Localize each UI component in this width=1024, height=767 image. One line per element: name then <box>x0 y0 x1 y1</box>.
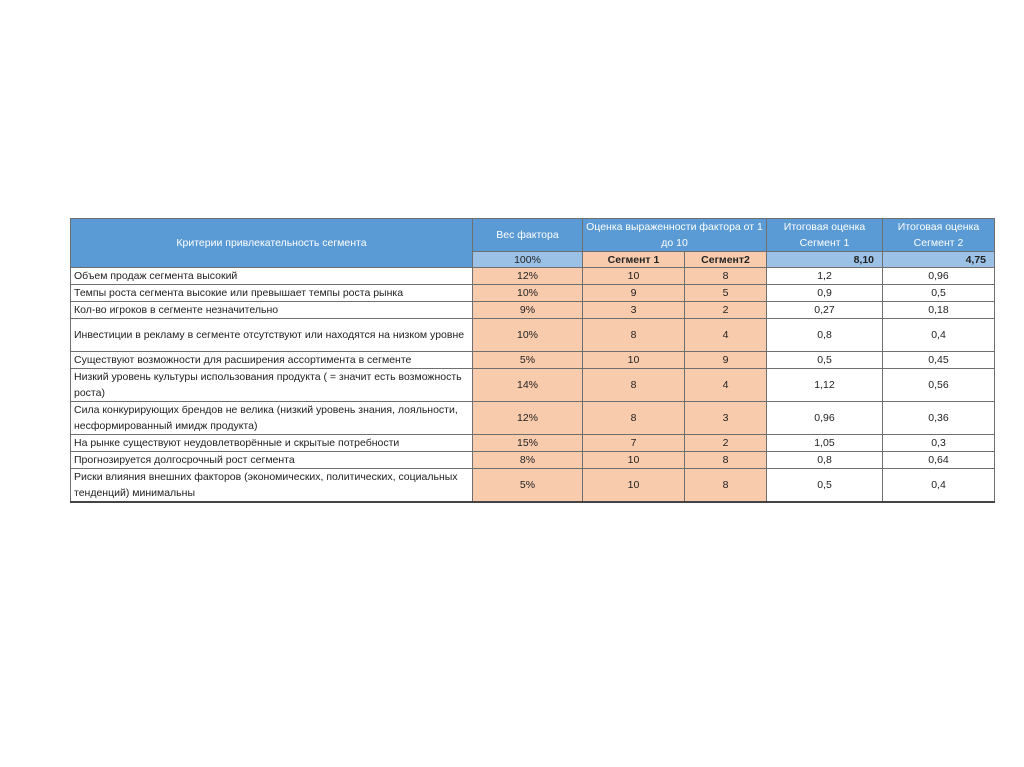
weight-cell: 5% <box>473 352 583 369</box>
header-rating: Оценка выраженности фактора от 1 до 10 <box>583 219 767 252</box>
total-segment-2-cell: 0,36 <box>883 402 995 435</box>
segment-2-score-cell: 3 <box>685 402 767 435</box>
criterion-cell: Прогнозируется долгосрочный рост сегмента <box>71 452 473 469</box>
table-row <box>71 452 995 469</box>
table-row <box>71 469 995 503</box>
header-weight: Вес фактора <box>473 219 583 252</box>
segment-2-score-cell: 8 <box>685 452 767 469</box>
total-segment-1-cell: 0,5 <box>767 352 883 369</box>
segment-2-score-cell: 2 <box>685 302 767 319</box>
weight-cell: 10% <box>473 319 583 352</box>
total-segment-1-cell: 0,8 <box>767 452 883 469</box>
segment-1-score-cell: 3 <box>583 302 685 319</box>
criterion-cell: Риски влияния внешних факторов (экономических, политических, социальных тенденций) минимальны <box>71 469 473 503</box>
weight-cell: 9% <box>473 302 583 319</box>
segment-2-score-cell: 4 <box>685 319 767 352</box>
total-segment-2-cell: 0,3 <box>883 435 995 452</box>
segment-1-score-cell: 7 <box>583 435 685 452</box>
segment-1-score-cell: 10 <box>583 469 685 503</box>
segment-1-score-cell: 9 <box>583 285 685 302</box>
weight-cell: 8% <box>473 452 583 469</box>
table-row <box>71 369 995 402</box>
weight-cell: 12% <box>473 268 583 285</box>
total-segment-1-cell: 0,9 <box>767 285 883 302</box>
total-segment-1-cell: 1,2 <box>767 268 883 285</box>
table-row <box>71 435 995 452</box>
criterion-cell: На рынке существуют неудовлетворённые и скрытые потребности <box>71 435 473 452</box>
table-row <box>71 285 995 302</box>
criterion-cell: Объем продаж сегмента высокий <box>71 268 473 285</box>
total-segment-1-cell: 1,12 <box>767 369 883 402</box>
total-segment-2-cell: 0,18 <box>883 302 995 319</box>
total-segment-1-cell: 0,5 <box>767 469 883 503</box>
segment-2-score-cell: 4 <box>685 369 767 402</box>
weight-cell: 14% <box>473 369 583 402</box>
table-row <box>71 302 995 319</box>
table-row <box>71 319 995 352</box>
total-segment-2-cell: 0,96 <box>883 268 995 285</box>
weight-cell: 5% <box>473 469 583 503</box>
segment-1-score-cell: 8 <box>583 402 685 435</box>
total-segment-2-cell: 0,4 <box>883 319 995 352</box>
segment-attractiveness-table <box>70 218 995 503</box>
segment-2-score-cell: 9 <box>685 352 767 369</box>
segment-1-score-cell: 8 <box>583 319 685 352</box>
total-segment-1-cell: 0,96 <box>767 402 883 435</box>
segment-2-label: Сегмент2 <box>685 252 767 268</box>
criterion-cell: Сила конкурирующих брендов не велика (низкий уровень знания, лояльности, несформированный имидж продукта) <box>71 402 473 435</box>
total-segment-2-cell: 0,45 <box>883 352 995 369</box>
total-segment-2-cell: 0,5 <box>883 285 995 302</box>
total-segment-1-cell: 0,27 <box>767 302 883 319</box>
total-segment-1-cell: 1,05 <box>767 435 883 452</box>
weight-cell: 10% <box>473 285 583 302</box>
total-segment-1-value: 8,10 <box>767 252 883 268</box>
weight-cell: 12% <box>473 402 583 435</box>
table-row <box>71 268 995 285</box>
segment-1-score-cell: 10 <box>583 452 685 469</box>
criterion-cell: Темпы роста сегмента высокие или превышает темпы роста рынка <box>71 285 473 302</box>
header-criteria: Критерии привлекательность сегмента <box>71 219 473 268</box>
weight-cell: 15% <box>473 435 583 452</box>
segment-1-score-cell: 8 <box>583 369 685 402</box>
weight-total-cell: 100% <box>473 252 583 268</box>
total-segment-2-value: 4,75 <box>883 252 995 268</box>
segment-1-label: Сегмент 1 <box>583 252 685 268</box>
segment-2-score-cell: 2 <box>685 435 767 452</box>
segment-2-score-cell: 5 <box>685 285 767 302</box>
table-row <box>71 402 995 435</box>
segment-1-score-cell: 10 <box>583 352 685 369</box>
header-total-segment-2: Итоговая оценка Сегмент 2 <box>883 219 995 252</box>
header-row <box>71 219 995 252</box>
segment-1-score-cell: 10 <box>583 268 685 285</box>
segment-2-score-cell: 8 <box>685 469 767 503</box>
table-row <box>71 352 995 369</box>
criterion-cell: Низкий уровень культуры использования продукта ( = значит есть возможность роста) <box>71 369 473 402</box>
total-segment-2-cell: 0,4 <box>883 469 995 503</box>
total-segment-1-cell: 0,8 <box>767 319 883 352</box>
total-segment-2-cell: 0,64 <box>883 452 995 469</box>
segment-2-score-cell: 8 <box>685 268 767 285</box>
criterion-cell: Кол-во игроков в сегменте незначительно <box>71 302 473 319</box>
criterion-cell: Инвестиции в рекламу в сегменте отсутствуют или находятся на низком уровне <box>71 319 473 352</box>
total-segment-2-cell: 0,56 <box>883 369 995 402</box>
header-total-segment-1: Итоговая оценка Сегмент 1 <box>767 219 883 252</box>
criterion-cell: Существуют возможности для расширения ассортимента в сегменте <box>71 352 473 369</box>
